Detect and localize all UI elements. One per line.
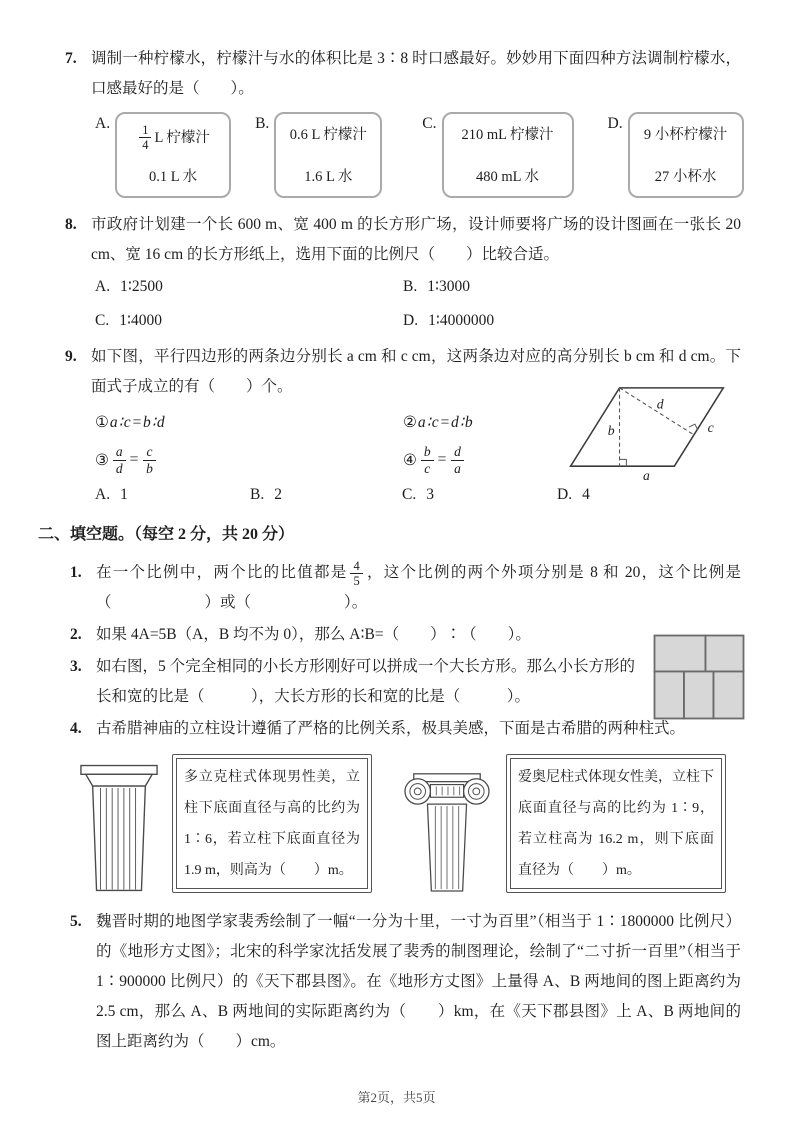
- question-7-number: 7.: [65, 50, 77, 67]
- fraction-c-over-b: $\frac{c}{b}$: [143, 444, 156, 476]
- s2-q4-number: 4.: [70, 720, 82, 738]
- s2-question-3: [70, 652, 741, 712]
- q7-option-d-box: [628, 112, 744, 198]
- fraction-b-over-c: $\frac{b}{c}$: [421, 444, 434, 476]
- s2-q3-number: 3.: [70, 658, 82, 676]
- q7-option-a-label: A.: [95, 115, 111, 132]
- question-7-text: 调制一种柠檬水，柠檬汁与水的体积比是 3∶8 时口感最好。妙妙用下面四种方法调制柠檬水，口感最好的是（ ）。: [91, 50, 741, 97]
- s2-q4-text: 古希腊神庙的立柱设计遵循了严格的比例关系，极具美感，下面是古希腊的两种柱式。: [96, 720, 686, 738]
- s2-q1-number: 1.: [70, 564, 82, 582]
- q7-option-c-label: C.: [422, 115, 437, 132]
- q7-option-c-box: [442, 112, 574, 198]
- q7-option-d-label: D.: [607, 115, 623, 132]
- section-2-title: 二、填空题。（每空 2 分，共 20 分）: [38, 526, 295, 544]
- doric-text-box: 多立克柱式体现男性美，立柱下底面直径与高的比约为 1∶6，若立柱下底面直径为 1.9 m，则高为（ ）m。: [172, 754, 372, 893]
- q7-option-b-label: B.: [255, 115, 270, 132]
- parallelogram-figure: [551, 376, 737, 482]
- columns-panels: [78, 754, 741, 893]
- s2-q1-text: 在一个比例中，两个比的比值都是 $\frac{4}{5}$ ，这个比例的两个外项分别是 8 和 20，这个比例是（ ）或（ ）。: [96, 558, 741, 612]
- q9-formula-1: ① a∶c=b∶d: [95, 413, 166, 431]
- label-d: d: [656, 396, 664, 412]
- s2-question-1: [70, 558, 741, 618]
- question-7-options: [95, 112, 741, 198]
- q7-option-a-top: $\frac{1}{4}$ L 柠檬汁: [125, 123, 221, 153]
- q7-option-d-top: 9 小杯柠檬汁: [643, 127, 728, 143]
- s2-q5-number: 5.: [70, 913, 82, 931]
- s2-question-4: [70, 714, 741, 744]
- q7-option-b-box: [274, 112, 382, 198]
- label-a: a: [643, 467, 650, 482]
- q9-option-a: A. 1: [95, 486, 128, 504]
- q9-formula-3: ③ $\frac{a}{d}$ = $\frac{c}{b}$: [95, 444, 403, 476]
- s2-question-5: [70, 907, 741, 1057]
- ionic-panel: [400, 754, 726, 893]
- q9-option-d: D. 4: [557, 486, 590, 504]
- q7-option-b-bottom: 1.6 L 水: [304, 169, 353, 185]
- s2-question-3-block: [38, 652, 741, 712]
- q8-option-a: A. 1∶2500: [95, 278, 163, 295]
- ionic-text-box: 爱奥尼柱式体现女性美，立柱下底面直径与高的比约为 1∶9，若立柱高为 16.2 m，则下底面直径为（ ）m。: [506, 754, 726, 893]
- q9-option-c: C. 3: [402, 486, 434, 504]
- doric-panel: [78, 754, 372, 893]
- q7-option-c-bottom: 480 mL 水: [475, 169, 540, 185]
- s2-q2-text: 如果 4A=5B（A，B 均不为 0），那么 A∶B=（ ）∶（ ）。: [96, 626, 531, 644]
- fraction-d-over-a: $\frac{d}{a}$: [451, 444, 464, 476]
- question-9-block: [38, 342, 741, 510]
- q8-option-c: C. 1∶4000: [95, 312, 163, 329]
- q8-option-b: B. 1∶3000: [403, 278, 471, 295]
- q7-option-d-bottom: 27 小杯水: [654, 169, 717, 185]
- question-8-number: 8.: [65, 216, 77, 233]
- fraction-four-fifths: $\frac{4}{5}$: [350, 559, 362, 589]
- question-9-options: [95, 480, 741, 510]
- question-8-text: 市政府计划建一个长 600 m、宽 400 m 的长方形广场，设计师要将广场的设计图画在一张长 20 cm、宽 16 cm 的长方形纸上，选用下面的比例尺（ ）比较合适。: [91, 216, 741, 263]
- label-b: b: [607, 422, 615, 438]
- q7-option-a-box: [115, 112, 231, 198]
- fraction-one-fourth: $\frac{1}{4}$: [139, 123, 151, 153]
- s2-q3-text: 如右图，5 个完全相同的小长方形刚好可以拼成一个大长方形。那么小长方形的长和宽的比是（ ），大长方形的长和宽的比是（ ）。: [96, 658, 635, 706]
- rectangles-figure: [653, 634, 745, 720]
- fraction-a-over-d: $\frac{a}{d}$: [113, 444, 126, 476]
- label-c: c: [707, 419, 714, 435]
- q7-option-c: [422, 112, 607, 198]
- q7-option-a-bottom: 0.1 L 水: [148, 169, 198, 185]
- doric-column-drawing: [78, 763, 160, 893]
- q7-option-c-top: 210 mL 柠檬汁: [461, 127, 554, 143]
- q7-option-b-top: 0.6 L 柠檬汁: [289, 127, 367, 143]
- q9-formula-2: ② a∶c=d∶b: [403, 413, 474, 431]
- s2-q2-number: 2.: [70, 626, 82, 644]
- question-7: [65, 44, 741, 104]
- q7-option-d: [608, 112, 744, 198]
- q8-option-d: D. 1∶4000000: [403, 312, 495, 329]
- question-8-options: [95, 272, 741, 336]
- ionic-column-drawing: [400, 766, 494, 893]
- page-footer: 第2页，共5页: [357, 1090, 436, 1105]
- s2-q5-text: 魏晋时期的地图学家裴秀绘制了一幅“一分为十里，一寸为百里”（相当于 1∶1800000 比例尺）的《地形方丈图》；北宋的科学家沈括发展了裴秀的制图理论，绘制了“二寸折一百里”（相当于 1∶900000 比例尺）的《天下郡县图》。在《地形方丈图》上量得 A、B 两地间的图上距离约为 2.5 cm，那么 A、B 两地间的实际距离约为（ ）km，在《天下郡县图》上 A、B 两地间的图上距离约为（ ）cm。: [96, 913, 741, 1051]
- question-9-text: 如下图，平行四边形的两条边分别长 a cm 和 c cm，这两条边对应的高分别长 b cm 和 d cm。下面式子成立的有（ ）个。: [91, 348, 741, 395]
- q9-option-b: B. 2: [250, 486, 282, 504]
- question-9-number: 9.: [65, 348, 77, 365]
- q7-option-b: [255, 112, 422, 198]
- q7-option-a: [95, 112, 255, 198]
- s2-question-2: [70, 620, 741, 650]
- question-8: [65, 210, 741, 270]
- q9-formula-4: ④ $\frac{b}{c}$ = $\frac{d}{a}$: [403, 444, 741, 476]
